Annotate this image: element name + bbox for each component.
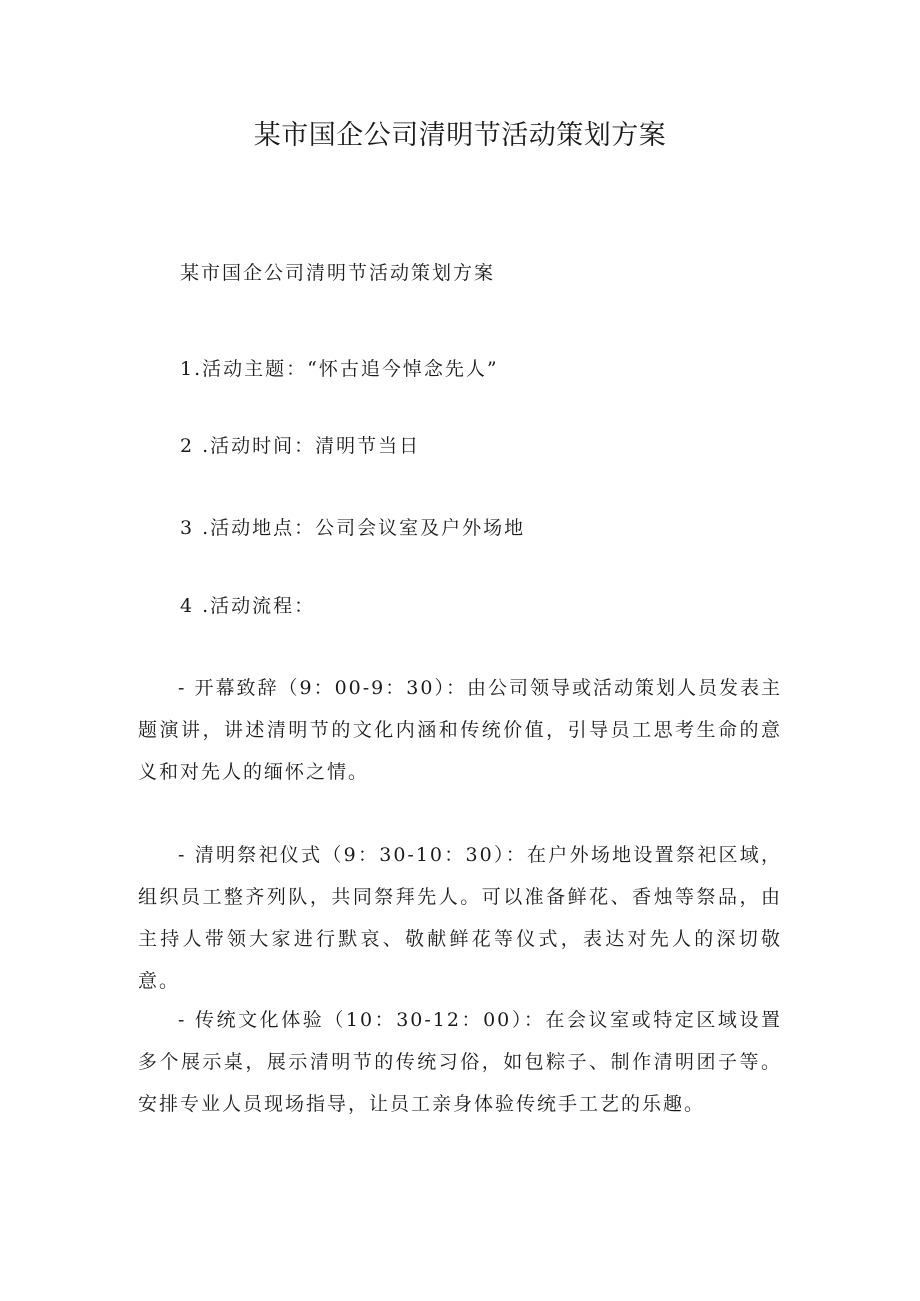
item-process: 4 .活动流程：: [180, 595, 316, 617]
item-time: 2 .活动时间：清明节当日: [180, 435, 421, 457]
item-location: 3 .活动地点：公司会议室及户外场地: [180, 517, 526, 539]
document-subtitle: 某市国企公司清明节活动策划方案: [180, 262, 496, 284]
paragraph-culture-experience: - 传统文化体验（10：30-12：00）：在会议室或特定区域设置多个展示桌，展示清明节的传统习俗，如包粽子、制作清明团子等。安排专业人员现场指导，让员工亲身体验传统手工艺的乐趣。: [138, 1009, 782, 1115]
item-theme: 1.活动主题：“怀古追今悼念先人”: [180, 358, 499, 380]
paragraph-opening-speech: - 开幕致辞（9：00-9：30）：由公司领导或活动策划人员发表主题演讲，讲述清明节的文化内涵和传统价值，引导员工思考生命的意义和对先人的缅怀之情。: [138, 677, 782, 783]
document-title: 某市国企公司清明节活动策划方案: [253, 120, 667, 151]
paragraph-memorial-ceremony: - 清明祭祀仪式（9：30-10：30）：在户外场地设置祭祀区域，组织员工整齐列队，共同祭拜先人。可以准备鲜花、香烛等祭品，由主持人带领大家进行默哀、敬献鲜花等仪式，表达对先人的深切敬意。: [138, 844, 782, 992]
